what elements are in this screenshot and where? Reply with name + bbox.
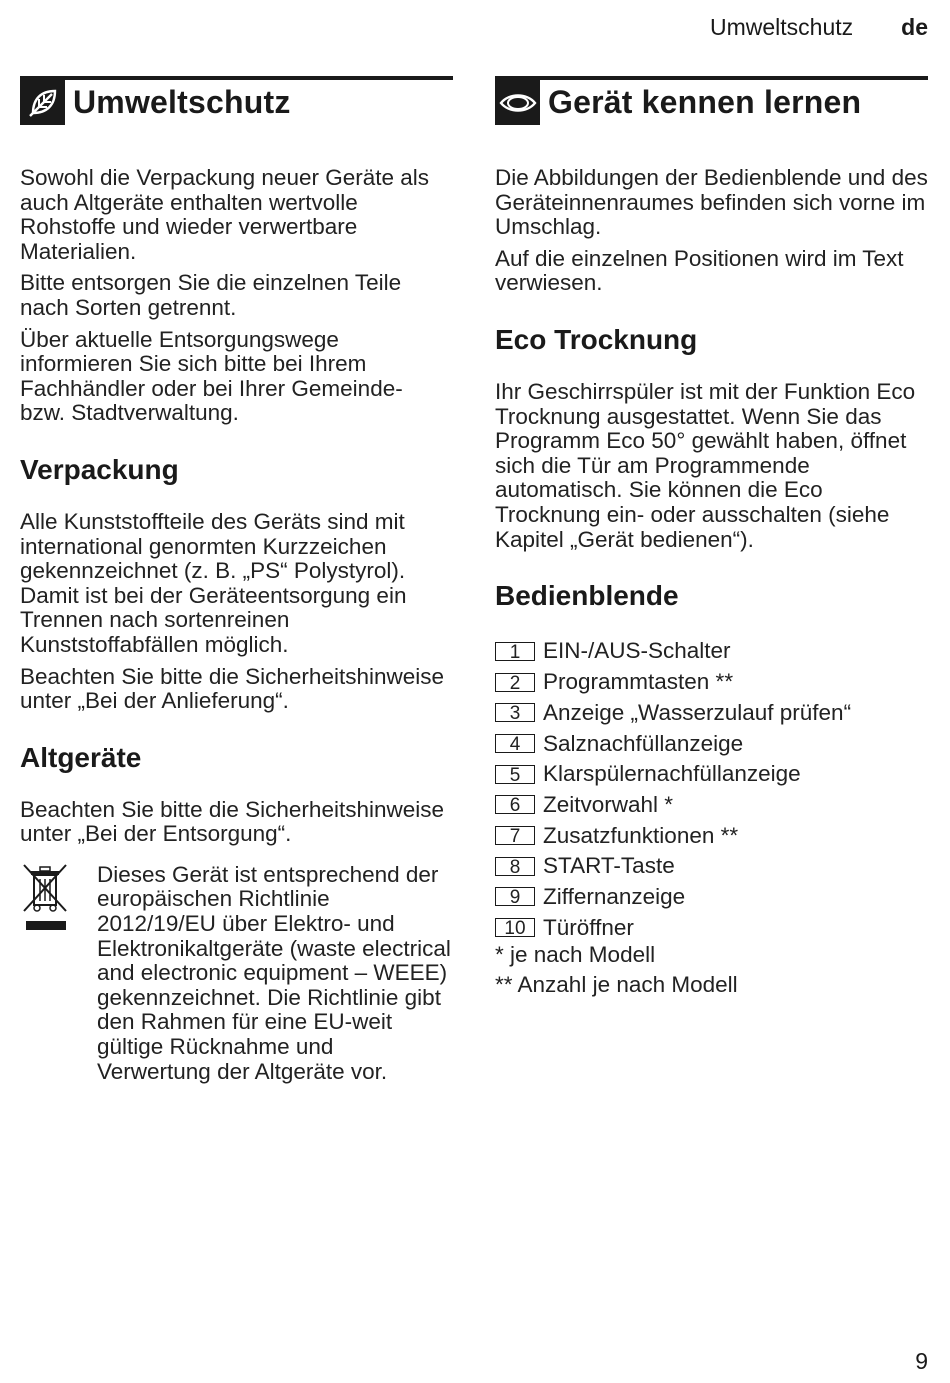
position-number: 5 [495,765,535,784]
item-label: START-Taste [543,853,675,879]
language-code: de [901,14,928,40]
position-number: 8 [495,857,535,876]
subheading-verpackung: Verpackung [20,453,179,485]
eye-icon [495,80,540,125]
weee-notice [20,863,453,1084]
right-column [495,76,928,1002]
running-header [710,14,928,41]
item-label: Zusatzfunktionen ** [543,822,739,848]
section-heading-umweltschutz [20,76,453,130]
position-number: 1 [495,642,535,661]
subheading-altgeraete: Altgeräte [20,741,142,773]
verpackung-paragraph: Beachten Sie bitte die Sicherheitshinweise unter „Bei der Anlieferung“. [20,663,445,714]
weee-text: Dieses Gerät ist entsprechend der europäischen Richtlinie 2012/19/EU über Elektro- und Elektronikaltgeräte (waste electrical and electronic equipment – WEEE) gekennzeichnet. Die Richtlinie gibt den Rahmen für eine EU-weit gültige Rücknahme und Verwertung der Altgeräte vor. [97,861,451,1084]
position-number: 10 [495,918,535,937]
section-heading-geraet-kennen-lernen [495,76,928,130]
list-item [495,912,928,943]
crossed-out-wheelie-bin-icon [20,863,97,1084]
footnote: * je nach Modell [495,942,656,967]
section-title: Umweltschutz [73,84,291,120]
footnote: ** Anzahl je nach Modell [495,971,738,997]
position-number: 7 [495,826,535,845]
position-number: 4 [495,734,535,753]
list-item [495,728,928,759]
intro-paragraph: Auf die einzelnen Positionen wird im Text verwiesen. [495,245,904,296]
intro-paragraph: Die Abbildungen der Bedienblende und des Geräteinnenraumes befinden sich vorne im Umschlag. [495,165,928,240]
item-label: Ziffernanzeige [543,883,686,909]
position-number: 6 [495,795,535,814]
item-label: Anzeige „Wasserzulauf prüfen“ [543,699,852,725]
leaf-icon [20,80,65,125]
list-item [495,882,928,913]
item-label: Zeitvorwahl * [543,791,674,817]
position-number: 3 [495,703,535,722]
list-item [495,759,928,790]
list-item [495,698,928,729]
position-number: 2 [495,673,535,692]
intro-paragraph: Über aktuelle Entsorgungswege informieren Sie sich bitte bei Ihrem Fachhändler oder bei Ihrer Gemeinde- bzw. Stadtverwaltung. [20,326,403,426]
control-panel-legend [495,636,928,943]
item-label: Salznachfüllanzeige [543,730,744,756]
item-label: EIN-/AUS-Schalter [543,638,731,664]
eco-paragraph: Ihr Geschirrspüler ist mit der Funktion Eco Trocknung ausgestattet. Wenn Sie das Programm Eco 50° gewählt haben, öffnet sich die Tür am Programmende automatisch. Sie können die Eco Trocknung ein- oder ausschalten (siehe Kapitel „Gerät bedienen“). [495,378,916,552]
list-item [495,667,928,698]
left-column [20,76,453,1084]
list-item [495,790,928,821]
position-number: 9 [495,887,535,906]
item-label: Klarspülernachfüllanzeige [543,761,801,787]
intro-paragraph: Sowohl die Verpackung neuer Geräte als auch Altgeräte enthalten wertvolle Rohstoffe und wieder verwertbare Materialien. [20,165,430,264]
item-label: Programmtasten ** [543,669,734,695]
subheading-eco-trocknung: Eco Trocknung [495,323,698,355]
altgeraete-paragraph: Beachten Sie bitte die Sicherheitshinweise unter „Bei der Entsorgung“. [20,796,445,847]
list-item [495,820,928,851]
list-item [495,636,928,667]
item-label: Türöffner [543,914,634,940]
section-title: Gerät kennen lernen [548,84,862,120]
list-item [495,851,928,882]
running-header-section: Umweltschutz [710,14,854,40]
page-number: 9 [915,1348,928,1374]
verpackung-paragraph: Alle Kunststoffteile des Geräts sind mit international genormten Kurzzeichen gekennzeichnet (z. B. „PS“ Polystyrol). Damit ist bei der Geräteentsorgung ein Trennen nach sortenreinen Kunststoffabfällen möglich. [20,508,407,657]
subheading-bedienblende: Bedienblende [495,580,679,612]
intro-paragraph: Bitte entsorgen Sie die einzelnen Teile nach Sorten getrennt. [20,270,402,320]
